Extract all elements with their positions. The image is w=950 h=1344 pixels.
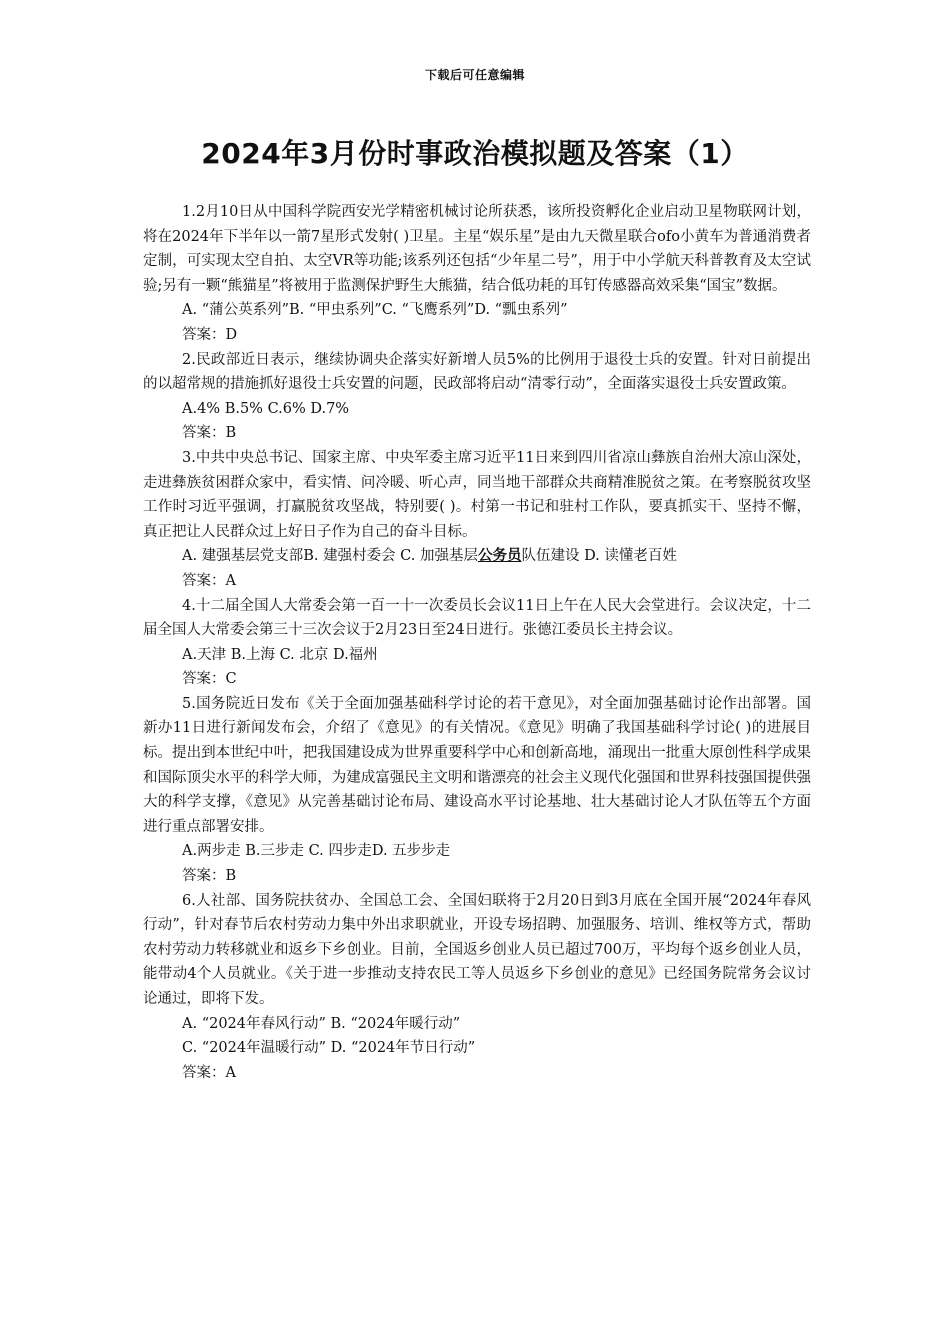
header-note: 下载后可任意编辑	[424, 68, 525, 82]
question-stem: 2.民政部近日表示，继续协调央企落实好新增人员5%的比例用于退役士兵的安置。针对日前提出的以超常规的措施抓好退役士兵安置的问题，民政部将启动“清零行动”，全面落实退役士兵安置政策。	[143, 351, 811, 393]
question-answer: 答案：D	[182, 326, 238, 343]
question-options: A. “蒲公英系列”B. “甲虫系列”C. “飞鹰系列”D. “瓢虫系列”	[182, 302, 568, 319]
question-answer: 答案：A	[182, 572, 236, 589]
question-options: A. “2024年春风行动” B. “2024年暖行动”	[182, 1015, 461, 1032]
question-answer: 答案：C	[182, 671, 237, 688]
question-options: A.天津 B.上海 C. 北京 D.福州	[182, 646, 378, 663]
question-answer: 答案：B	[182, 868, 237, 885]
document-body	[143, 200, 811, 1085]
question-answer: 答案：A	[182, 1064, 236, 1081]
question-options: C. “2024年温暖行动” D. “2024年节日行动”	[182, 1040, 476, 1057]
underlined-link-term[interactable]: 公务员	[477, 547, 522, 565]
question-options: A.两步走 B.三步走 C. 四步走D. 五步步走	[182, 843, 451, 860]
question-options: A.4% B.5% C.6% D.7%	[182, 400, 350, 417]
question-stem: 5.国务院近日发布《关于全面加强基础科学讨论的若干意见》，对全面加强基础讨论作出部署。国新办11日进行新闻发布会，介绍了《意见》的有关情况。《意见》明确了我国基础科学讨论( )的进展目标。提出到本世纪中叶，把我国建设成为世界重要科学中心和创新高地，涌现出一批重大原创性科学成果和国际顶尖水平的科学大师，为建成富强民主文明和谐漂亮的社会主义现代化强国和世界科技强国提供强大的科学支撑，《意见》从完善基础讨论布局、建设高水平讨论基地、壮大基础讨论人才队伍等五个方面进行重点部署安排。	[143, 695, 811, 835]
question-stem: 3.中共中央总书记、国家主席、中央军委主席习近平11日来到四川省凉山彝族自治州大凉山深处，走进彝族贫困群众家中，看实情、问冷暖、听心声，同当地干部群众共商精准脱贫之策。在考察脱贫攻坚工作时习近平强调，打赢脱贫攻坚战，特别要( )。村第一书记和驻村工作队，要真抓实干、坚持不懈，真正把让人民群众过上好日子作为自己的奋斗目标。	[143, 449, 811, 540]
page-title: 2024年3月份时事政治模拟题及答案（1）	[201, 137, 749, 170]
option-text-after: 队伍建设 D. 读懂老百姓	[521, 548, 677, 565]
option-text-before: A. 建强基层党支部B. 建强村委会 C. 加强基层	[182, 548, 478, 565]
question-stem: 4.十二届全国人大常委会第一百一十一次委员长会议11日上午在人民大会堂进行。会议决定，十二届全国人大常委会第三十三次会议于2月23日至24日进行。张德江委员长主持会议。	[143, 597, 811, 639]
question-stem: 1.2月10日从中国科学院西安光学精密机械讨论所获悉，该所投资孵化企业启动卫星物联网计划，将在2024年下半年以一箭7星形式发射( )卫星。主星“娱乐星”是由九天微星联合ofo小黄车为普通消费者定制，可实现太空自拍、太空VR等功能;该系列还包括“少年星二号”，用于中小学航天科普教育及太空试验;另有一颗“熊猫星”将被用于监测保护野生大熊猫，结合低功耗的耳钉传感器高效采集“国宝”数据。	[143, 204, 811, 294]
question-answer: 答案：B	[182, 425, 237, 442]
question-stem: 6.人社部、国务院扶贫办、全国总工会、全国妇联将于2月20日到3月底在全国开展“2024年春风行动”，针对春节后农村劳动力集中外出求职就业，开设专场招聘、加强服务、培训、维权等方式，帮助农村劳动力转移就业和返乡下乡创业。目前，全国返乡创业人员已超过700万，平均每个返乡创业人员，能带动4个人员就业。《关于进一步推动支持农民工等人员返乡下乡创业的意见》已经国务院常务会议讨论通过，即将下发。	[143, 892, 811, 1007]
question-options	[143, 544, 811, 569]
